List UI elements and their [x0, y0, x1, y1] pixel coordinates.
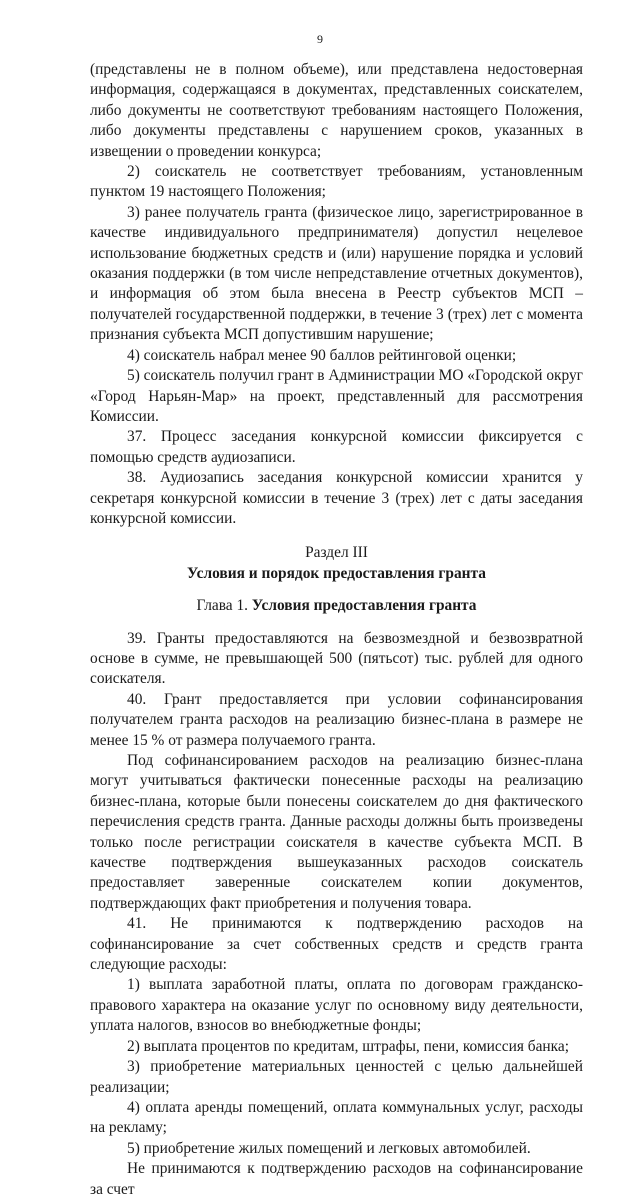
list-item: 5) соискатель получил грант в Администрации МО «Городской округ «Город Нарьян-Мар» на проект, представленный для рассмотрения Комиссии. — [90, 367, 583, 425]
clause-38: 38. Аудиозапись заседания конкурсной комиссии хранится у секретаря конкурсной комиссии в течение 3 (трех) лет с даты заседания конкурсной комиссии. — [90, 469, 583, 527]
list-item: 2) выплата процентов по кредитам, штрафы, пени, комиссия банка; — [127, 1037, 569, 1055]
chapter-label: Глава 1. — [196, 597, 249, 615]
clause-40: 40. Грант предоставляется при условии софинансирования получателем гранта расходов на реализацию бизнес-плана в размере не менее 15 % от размера получаемого гранта. — [90, 690, 583, 749]
list-item: 2) соискатель не соответствует требованиям, установленным пунктом 19 настоящего Положения; — [90, 163, 583, 201]
document-body — [90, 60, 583, 1200]
clause-37: 37. Процесс заседания конкурсной комиссии фиксируется с помощью средств аудиозаписи. — [90, 428, 583, 466]
list-item: 4) соискатель набрал менее 90 баллов рейтинговой оценки; — [127, 346, 517, 364]
paragraph: Под софинансированием расходов на реализацию бизнес-плана могут учитываться фактически понесенные расходы на реализацию бизнес-плана, которые были понесены соискателем до дня фактического перечисления средств гранта. Данные расходы должны быть произведены только после регистрации соискателя в качестве субъекта МСП. В качестве подтверждения вышеуказанных расходов соискатель предоставляет заверенные соискателем копии документов, подтверждающих факт приобретения и получения товара. — [90, 752, 583, 912]
list-item: 1) выплата заработной платы, оплата по договорам гражданско-правового характера на оказание услуг по основному виду деятельности, уплата налогов, взносов во внебюджетные фонды; — [90, 976, 583, 1035]
section-label: Раздел III — [305, 544, 368, 562]
paragraph: (представлены не в полном объеме), или представлена недостоверная информация, содержащаяся в документах, представленных соискателем, либо документы не соответствуют требованиям настоящего Положения, либо документы представлены с нарушением сроков, указанных в извещении о проведении конкурса; — [90, 61, 583, 160]
clause-39: 39. Гранты предоставляются на безвозмездной и безвозвратной основе в сумме, не превышающей 500 (пятьсот) тыс. рублей для одного соискателя. — [90, 629, 583, 688]
paragraph: Не принимаются к подтверждению расходов на софинансирование за счет — [90, 1160, 583, 1198]
list-item: 3) ранее получатель гранта (физическое лицо, зарегистрированное в качестве индивидуального предпринимателя) допустил нецелевое использование бюджетных средств и (или) нарушение порядка и условий оказания поддержки (в том числе непредставление отчетных документов), и информация об этом была внесена в Реестр субъектов МСП – получателей государственной поддержки, в течение 3 (трех) лет с момента признания субъекта МСП допустившим нарушение; — [90, 203, 583, 344]
clause-41: 41. Не принимаются к подтверждению расходов на софинансирование за счет собственных средств и средств гранта следующие расходы: — [90, 915, 583, 974]
section-title: Условия и порядок предоставления гранта — [187, 564, 486, 582]
page-number: 9 — [317, 32, 323, 46]
list-item: 5) приобретение жилых помещений и легковых автомобилей. — [127, 1139, 531, 1157]
list-item: 4) оплата аренды помещений, оплата коммунальных услуг, расходы на рекламу; — [90, 1098, 583, 1137]
chapter-title: Условия предоставления гранта — [251, 597, 477, 615]
chapter-heading — [90, 596, 583, 616]
list-item: 3) приобретение материальных ценностей с целью дальнейшей реализации; — [90, 1058, 583, 1096]
